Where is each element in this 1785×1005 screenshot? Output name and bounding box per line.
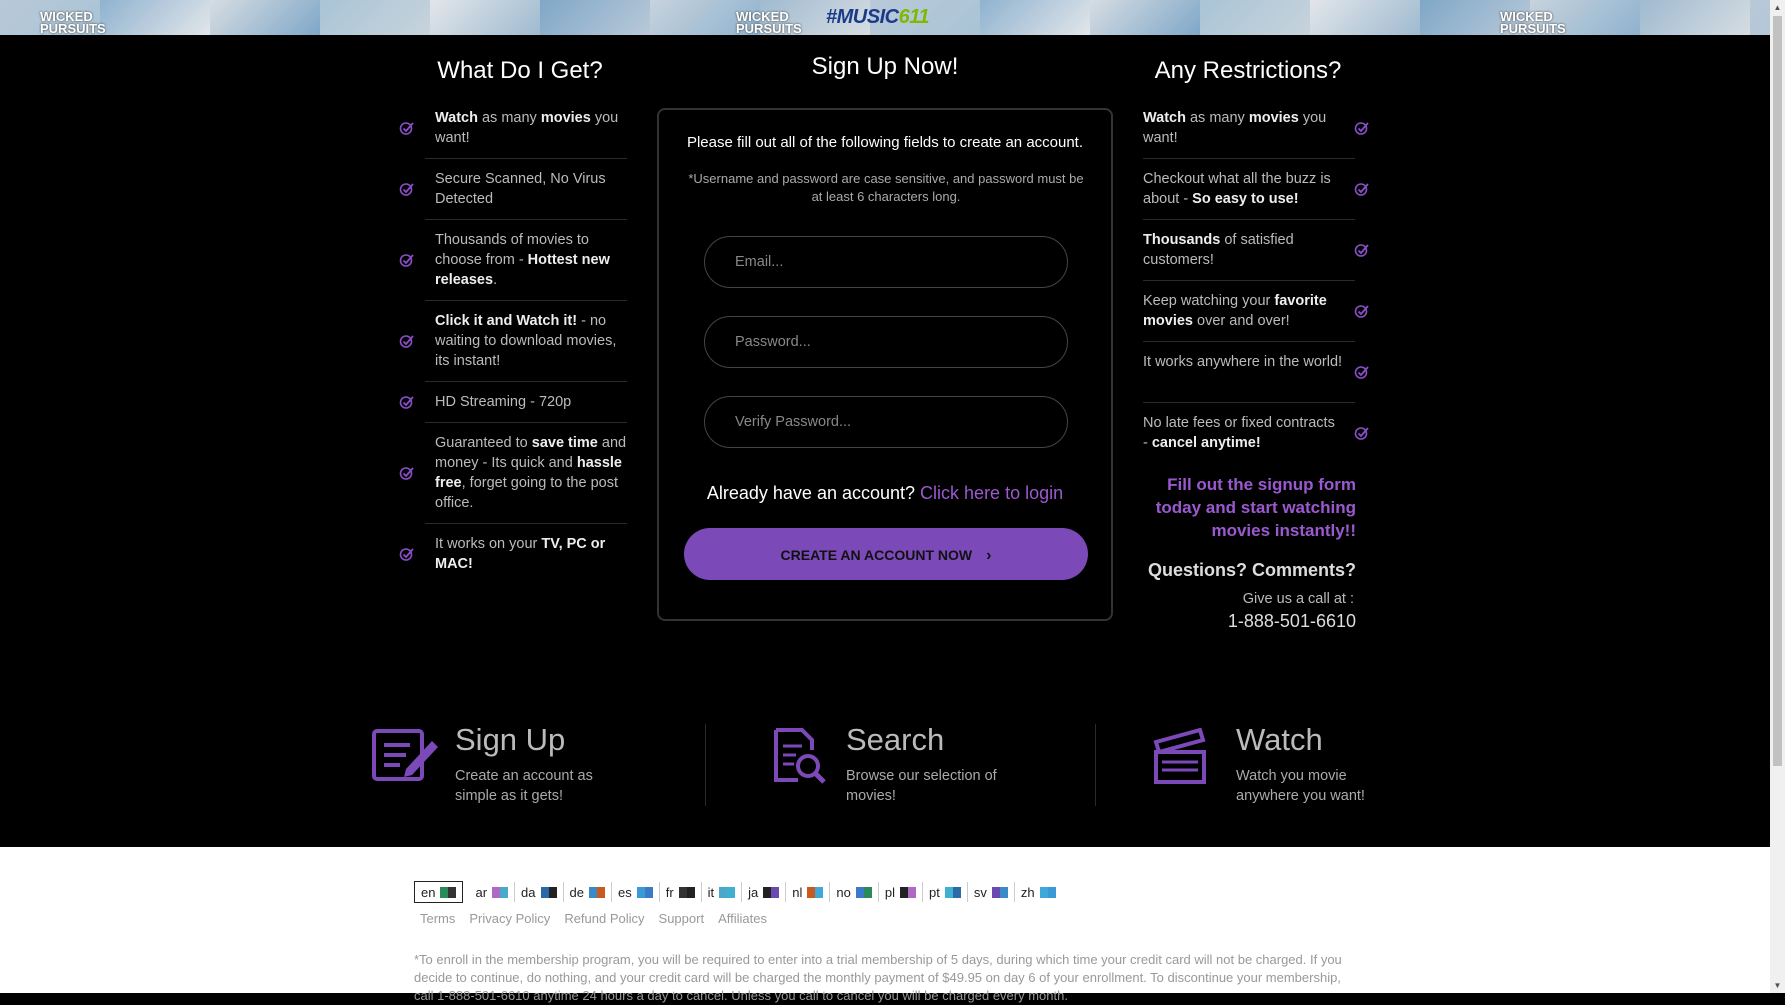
language-it[interactable]	[702, 882, 743, 902]
language-zh[interactable]	[1015, 882, 1062, 902]
list-divider	[425, 300, 627, 301]
benefit-item: Click it and Watch it! - no waiting to download movies, its instant!	[435, 313, 617, 369]
language-ja[interactable]	[742, 882, 786, 902]
banner-tile	[1750, 0, 1770, 35]
check-icon	[399, 252, 415, 268]
benefit-item: Guaranteed to save time and money - Its quick and hassle free, forget going to the post office.	[435, 435, 627, 511]
list-divider	[1143, 341, 1355, 342]
create-account-button[interactable]	[684, 528, 1088, 580]
list-divider	[425, 158, 627, 159]
what-do-i-get-title: What Do I Get?	[437, 57, 603, 84]
language-code: no	[836, 884, 851, 900]
list-divider	[1143, 219, 1355, 220]
step-signup-title: Sign Up	[455, 722, 566, 757]
check-icon	[1354, 425, 1370, 441]
flag-icon	[992, 887, 1008, 898]
check-icon	[1354, 303, 1370, 319]
step-search-desc: Browse our selection of movies!	[846, 768, 997, 804]
check-icon	[1354, 181, 1370, 197]
flag-icon	[589, 887, 605, 898]
banner-tile	[100, 0, 210, 35]
footer	[0, 847, 1770, 1003]
banner-tile	[1200, 0, 1310, 35]
step-signup-desc: Create an account as simple as it gets!	[455, 768, 593, 804]
restriction-item: Watch as many movies you want!	[1143, 110, 1327, 146]
flag-icon	[856, 887, 872, 898]
language-de[interactable]	[564, 882, 612, 902]
language-code: pl	[884, 884, 895, 900]
language-nl[interactable]	[786, 882, 830, 902]
list-divider	[425, 523, 627, 524]
benefit-item: It works on your TV, PC or MAC!	[435, 536, 606, 572]
benefit-item: Secure Scanned, No Virus Detected	[435, 171, 606, 207]
promo-text: Fill out the signup form today and start watching movies instantly!!	[1155, 475, 1356, 540]
already-have-account	[659, 483, 1111, 504]
footer-link-terms[interactable]: Terms	[420, 911, 456, 926]
clapperboard-icon	[1152, 728, 1208, 784]
language-code: de	[569, 884, 584, 900]
flag-icon	[719, 887, 735, 898]
benefit-item: Watch as many movies you want!	[435, 110, 619, 146]
banner-tile-title: WICKED PURSUITS	[40, 9, 106, 35]
form-intro: Please fill out all of the following fields to create an account.	[686, 134, 1084, 151]
scroll-up-arrow-icon[interactable]: ▲	[1773, 3, 1782, 12]
language-da[interactable]	[515, 882, 563, 902]
language-code: da	[521, 884, 536, 900]
check-icon	[399, 120, 415, 136]
language-es[interactable]	[612, 882, 660, 902]
language-pt[interactable]	[923, 882, 968, 902]
form-note: *Username and password are case sensitive, and password must be at least 6 characters long.	[688, 171, 1084, 204]
signup-title: Sign Up Now!	[811, 53, 959, 80]
language-code: zh	[1020, 884, 1035, 900]
any-restrictions-title: Any Restrictions?	[1154, 57, 1342, 84]
benefit-item: HD Streaming - 720p	[435, 394, 572, 410]
check-icon	[1354, 364, 1370, 380]
language-code: nl	[792, 884, 803, 900]
list-divider	[425, 219, 627, 220]
create-account-label: CREATE AN ACCOUNT NOW	[780, 547, 973, 563]
signup-form	[657, 108, 1113, 621]
step-divider	[1095, 724, 1096, 806]
language-selector	[414, 881, 1062, 903]
language-sv[interactable]	[968, 882, 1015, 902]
already-text: Already have an account?	[706, 483, 916, 503]
step-watch-title: Watch	[1236, 722, 1323, 757]
flag-icon	[900, 887, 916, 898]
restriction-item: No late fees or fixed contracts - cancel anytime!	[1143, 415, 1335, 451]
banner-tile	[980, 0, 1090, 35]
how-it-works	[0, 692, 1770, 847]
music-logo: #MUSIC611	[826, 6, 929, 28]
step-search-title: Search	[846, 722, 945, 757]
flag-icon	[541, 887, 557, 898]
language-pl[interactable]	[879, 882, 923, 902]
step-divider	[705, 724, 706, 806]
flag-icon	[637, 887, 653, 898]
footer-link-refund-policy[interactable]: Refund Policy	[564, 911, 645, 926]
scrollbar[interactable]	[1770, 0, 1785, 993]
footer-links	[420, 911, 781, 926]
language-code: es	[617, 884, 632, 900]
flag-icon	[807, 887, 823, 898]
footer-link-affiliates[interactable]: Affiliates	[718, 911, 767, 926]
language-fr[interactable]	[660, 882, 702, 902]
step-watch-desc: Watch you movie anywhere you want!	[1236, 768, 1365, 804]
phone-number: 1-888-501-6610	[1227, 611, 1356, 631]
scroll-down-arrow-icon[interactable]: ▼	[1773, 981, 1782, 990]
check-icon	[399, 465, 415, 481]
footer-link-privacy-policy[interactable]: Privacy Policy	[469, 911, 551, 926]
restriction-item: It works anywhere in the world!	[1143, 354, 1343, 370]
check-icon	[399, 181, 415, 197]
language-ar[interactable]	[469, 882, 515, 902]
search-document-icon	[772, 726, 828, 786]
flag-icon	[679, 887, 695, 898]
list-divider	[425, 422, 627, 423]
check-icon	[399, 546, 415, 562]
language-en[interactable]	[414, 881, 463, 903]
banner-tile	[1310, 0, 1420, 35]
verify-password-input[interactable]	[704, 396, 1068, 448]
banner-tile	[210, 0, 320, 35]
list-divider	[1143, 158, 1355, 159]
list-divider	[1143, 280, 1355, 281]
banner-tile	[1640, 0, 1750, 35]
check-icon	[399, 394, 415, 410]
check-icon	[1354, 120, 1370, 136]
banner-tile-title: WICKED PURSUITS	[1500, 9, 1566, 35]
list-divider	[425, 381, 627, 382]
banner-tile	[430, 0, 540, 35]
flag-icon	[945, 887, 961, 898]
language-code: it	[707, 884, 715, 900]
flag-icon	[763, 887, 779, 898]
signup-form-icon	[372, 727, 440, 783]
banner-tile-title: WICKED PURSUITS	[736, 9, 802, 35]
list-divider	[1143, 402, 1355, 403]
banner-tile	[1090, 0, 1200, 35]
banner-tile	[540, 0, 650, 35]
flag-icon	[440, 887, 456, 898]
banner-tile	[320, 0, 430, 35]
password-input[interactable]	[704, 316, 1068, 368]
chevron-right-icon: ›	[986, 547, 992, 564]
login-link[interactable]: Click here to login	[920, 483, 1064, 503]
benefit-item: Thousands of movies to choose from - Hottest new releases.	[435, 232, 610, 288]
language-code: sv	[973, 884, 987, 900]
footer-link-support[interactable]: Support	[658, 911, 705, 926]
restriction-item: Keep watching your favorite movies over and over!	[1143, 293, 1327, 329]
restriction-item: Checkout what all the buzz is about - So easy to use!	[1143, 171, 1331, 207]
check-icon	[1354, 242, 1370, 258]
check-icon	[399, 333, 415, 349]
language-code: en	[421, 884, 436, 900]
language-code: ja	[748, 884, 759, 900]
language-code: pt	[929, 884, 940, 900]
top-banner	[0, 0, 1770, 35]
call-label: Give us a call at :	[1242, 591, 1354, 607]
email-input[interactable]	[704, 236, 1068, 288]
disclaimer: *To enroll in the membership program, you will be required to enter into a trial membership of 5 days, during which time your credit card will not be charged. If you decide to continue, do nothing, and your credit card will be charged the monthly payment of $49.95 on day 6 of your enrollment. To discontinue your membership, call 1-888-501-6610 anytime 24 hours a day to cancel. Unless you call to cancel you will be charged every month.	[414, 952, 1342, 1003]
language-code: ar	[475, 884, 488, 900]
language-code: fr	[665, 884, 674, 900]
flag-icon	[492, 887, 508, 898]
questions-title: Questions? Comments?	[1147, 560, 1356, 580]
flag-icon	[1040, 887, 1056, 898]
scrollbar-thumb[interactable]	[1773, 16, 1782, 766]
language-no[interactable]	[830, 882, 878, 902]
restriction-item: Thousands of satisfied customers!	[1143, 232, 1294, 268]
